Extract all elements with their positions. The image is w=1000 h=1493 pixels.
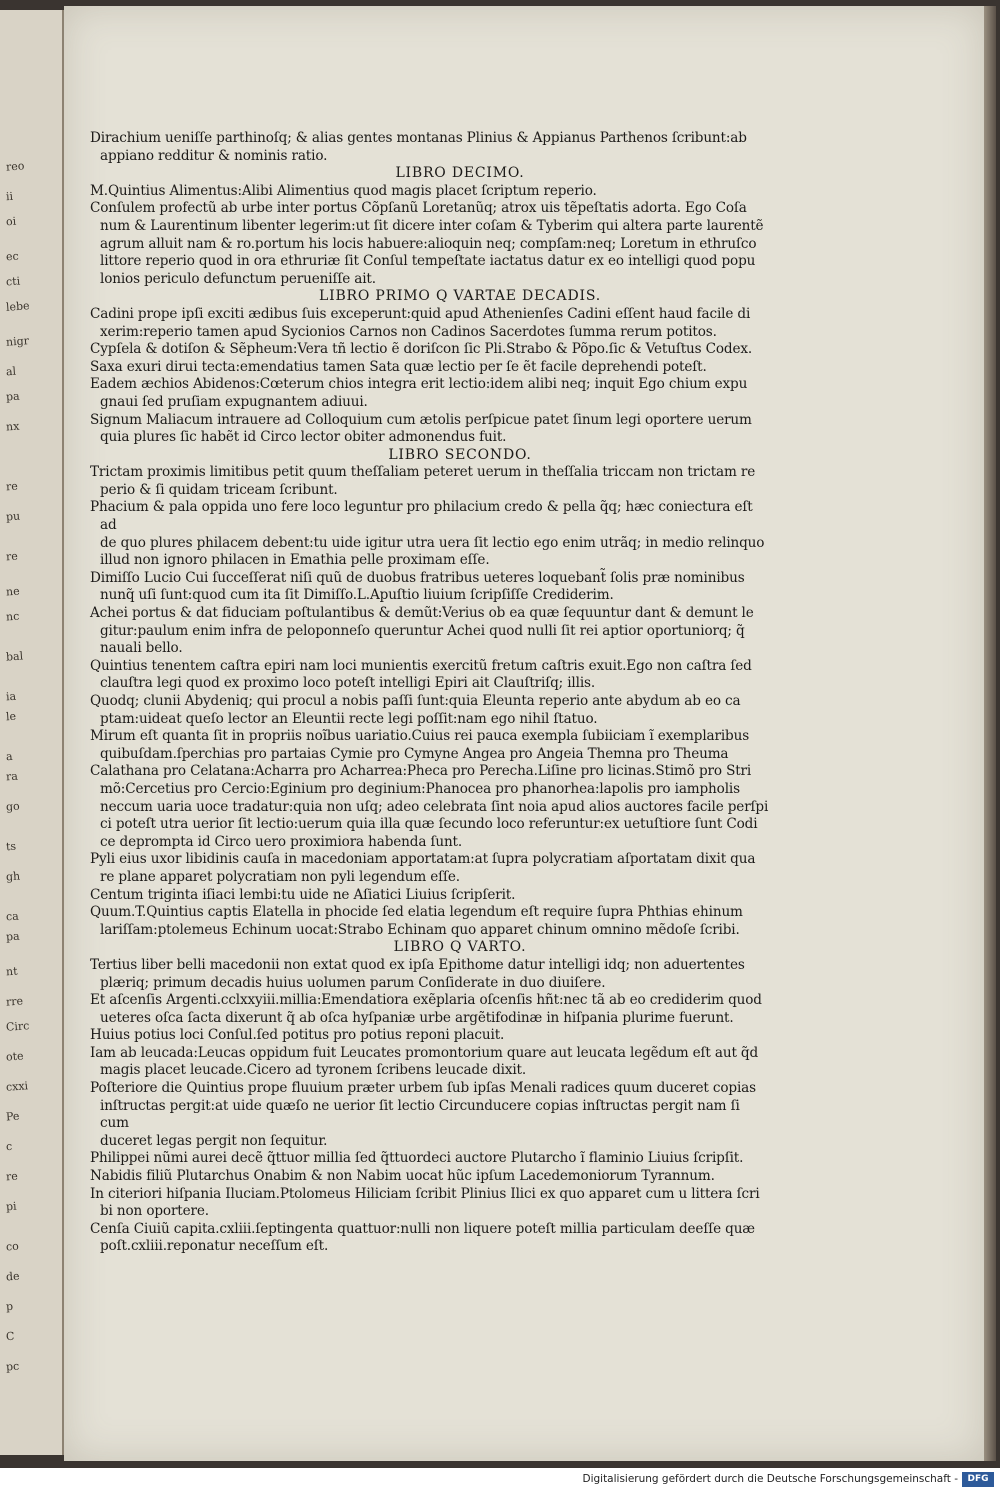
margin-fragment: pi (5, 1199, 18, 1214)
text-line: quibuſdam.ſperchias pro partaias Cymie pro Cymyne Angea pro Angeia Themna pro Theuma (100, 745, 729, 762)
text-line: littore reperio quod in ora ethruriæ ſit Conſul tempeſtate iactatus datur ex eo intelligi quod popu (100, 253, 756, 270)
text-line: plæriq; primum decadis huius uolumen parum Conſiderate in duo diuiſere. (100, 974, 606, 991)
text-line: bi non oportere. (100, 1203, 209, 1220)
margin-fragment: cti (5, 274, 21, 289)
text-line: ce deprompta id Circo uero proximiora habenda ſunt. (100, 833, 463, 850)
margin-fragment: ote (5, 1049, 24, 1064)
margin-fragment: co (5, 1239, 20, 1254)
text-line: Tertius liber belli macedonii non extat quod ex ipſa Epithome datur intelligi idq; non aduertentes (90, 956, 745, 973)
margin-fragment: nt (5, 964, 18, 979)
page-fore-edge (984, 6, 996, 1461)
text-line: de quo plures philacem debent:tu uide igitur utra uera ſit lectio ego enim utrãq; in medio relinquo (100, 534, 765, 551)
text-line: duceret legas pergit non ſequitur. (100, 1132, 328, 1149)
text-line: Cadini prope ipſi exciti ædibus ſuis exceperunt:quid apud Athenienſes Cadini eſſent haud facile di (90, 305, 751, 322)
margin-fragment: Circ (5, 1019, 30, 1034)
margin-fragment: ra (5, 769, 19, 784)
text-line: num & Laurentinum libenter legerim:ut ſit dicere inter coſam & Tyberim qui altera parte laurentẽ (100, 217, 764, 234)
margin-fragment: pa (5, 389, 21, 404)
text-line: Et aſcenſis Argenti.cclxxyiii.millia:Emendatiora exẽplaria oſcenſis hñt:nec tã ab eo crediderim quod (90, 992, 762, 1009)
text-line: ueteres oſca ſacta dixerunt q̃ ab oſca hyſpaniæ urbe argẽtifodinæ in hiſpania plurime fuerunt. (100, 1009, 734, 1026)
margin-fragment: c (5, 1139, 13, 1154)
funding-credit: Digitalisierung gefördert durch die Deutsche Forschungsgemeinschaft - (582, 1473, 958, 1485)
margin-fragment: re (5, 1169, 19, 1184)
text-line: perio & ſi quidam triceam ſcribunt. (100, 481, 338, 498)
text-line: Pyli eius uxor libidinis cauſa in macedoniam apportatam:at ſupra polycratiam aſportatam dixit qua (90, 851, 756, 868)
previous-page-margin-text (2, 10, 60, 1455)
text-line: appiano redditur & nominis ratio. (100, 147, 328, 164)
text-line: Eadem æchios Abidenos:Cœterum chios integra erit lectio:idem alibi neq; inquit Ego chium expu (90, 376, 748, 393)
margin-fragment: ne (5, 584, 21, 599)
margin-fragment: Pe (5, 1109, 20, 1124)
margin-fragment: C (5, 1329, 15, 1344)
text-line: gnaui ſed pruſiam expugnantem adiuui. (100, 393, 368, 410)
text-line: Philippei nũmi aurei decẽ q̃ttuor millia ſed q̃ttuordeci auctore Plutarcho ĩ flaminio Liuius ſcripſit. (90, 1150, 744, 1167)
margin-fragment: ec (5, 249, 20, 264)
text-line: poſt.cxliii.reponatur neceſſum eſt. (100, 1238, 329, 1255)
margin-fragment: nc (5, 609, 20, 624)
margin-fragment: oi (5, 214, 17, 229)
text-line: Conſulem profectũ ab urbe inter portus Cõpſanũ Loretanũq; atrox uis tẽpeſtatis adorta. Ego Coſa (90, 200, 747, 217)
margin-fragment: reo (5, 159, 25, 174)
book-page (64, 6, 984, 1461)
text-line: Phacium & pala oppida uno fere loco leguntur pro philacium credo & pella q̃q; hæc coniectura eſt ad (90, 499, 753, 534)
margin-fragment: al (5, 364, 17, 379)
margin-fragment: a (5, 749, 14, 764)
text-line: M.Quintius Alimentus:Alibi Alimentius quod magis placet ſcriptum reperio. (90, 182, 597, 199)
margin-fragment: ii (5, 189, 14, 204)
section-heading: LIBRO PRIMO Q VARTAE DECADIS. (319, 288, 601, 305)
text-line: mõ:Cercetius pro Cercio:Eginium pro deginium:Phanocea pro phanorhea:lapolis pro iampholis (100, 780, 740, 797)
text-line: Huius potius loci Conſul.ſed potitus pro potius reponi placuit. (90, 1027, 505, 1044)
text-line: Quodq; clunii Abydeniq; qui procul a nobis paſſi ſunt:quia Eleunta reperio ante abydum ab eo ca (90, 693, 741, 709)
text-line: agrum alluit nam & ro.portum his locis habuere:alioquin neq; compſam:neq; Loretum in ethruſco (100, 235, 757, 252)
text-line: Calathana pro Celatana:Acharra pro Acharrea:Pheca pro Perecha.Liſine pro licinas.Stimõ pro Stri (90, 763, 752, 780)
margin-fragment: nx (5, 419, 20, 434)
footer-bar (0, 1468, 1000, 1493)
text-line: In citeriori hiſpania Iluciam.Ptolomeus Hiliciam ſcribit Plinius Ilici ex quo apparet cum u littera ſcri (90, 1185, 760, 1202)
text-line: Iam ab leucada:Leucas oppidum fuit Leucates promontorium quare aut leucata legẽdum eſt aut q̃d (90, 1044, 759, 1061)
page-text (90, 130, 770, 1256)
text-line: quia plures ſic habẽt id Circo lector obiter admonendus fuit. (100, 429, 507, 446)
text-line: re plane apparet polycratiam non pyli legendum eſſe. (100, 868, 460, 885)
text-line: Mirum eſt quanta ſit in propriis noĩbus uariatio.Cuius rei pauca exempla ſubiiciam ĩ exemplaribus (90, 728, 750, 745)
text-line: Quintius tenentem caſtra epiri nam loci munientis exercitũ fretum caſtris exuit.Ego non caſtra ſed (90, 657, 752, 674)
text-line: clauſtra legi quod ex proximo loco poteſt intelligi Epiri ait Clauſtriſq; illis. (100, 675, 596, 692)
text-line: ci poteſt utra uerior ſit lectio:uerum quia illa quæ ſecundo loco referuntur:ex uetuſtiore ſunt Codi (100, 816, 758, 833)
margin-fragment: pc (5, 1359, 20, 1374)
margin-fragment: de (5, 1269, 20, 1284)
margin-fragment: ca (5, 909, 20, 924)
text-line: Nabidis filiũ Plutarchus Onabim & non Nabim uocat hũc ipſum Lacedemoniorum Tyrannum. (90, 1168, 715, 1185)
text-line: neccum uaria uoce tradatur:quia non uſq; adeo celebrata ſint noia apud alios auctores facile perſpi (100, 798, 769, 815)
text-line: nauali bello. (100, 640, 183, 657)
margin-fragment: ia (5, 689, 17, 704)
text-line: Dimiſſo Lucio Cui ſucceſſerat niſi quũ de duobus fratribus ueteres loquebant̃ ſolis præ nominibus (90, 569, 745, 586)
text-line: Signum Maliacum intrauere ad Colloquium cum ætolis perſpicue patet ſinum legi oportere uerum (90, 411, 752, 428)
margin-fragment: re (5, 549, 19, 564)
section-heading: LIBRO SECONDO. (388, 446, 532, 463)
margin-fragment: pa (5, 929, 21, 944)
margin-fragment: rre (5, 994, 24, 1009)
dfg-logo[interactable]: DFG (962, 1472, 994, 1487)
text-line: lonios periculo defunctum perueniſſe ait. (100, 270, 376, 287)
text-line: xerim:reperio tamen apud Sycionios Carnos non Cadinos Sacerdotes ſumma rerum potitos. (100, 323, 717, 340)
text-line: Dirachium ueniſſe parthinoſq; & alias gentes montanas Plinius & Appianus Parthenos ſcribunt:ab (90, 130, 747, 146)
margin-fragment: p (5, 1299, 14, 1314)
margin-fragment: bal (5, 649, 24, 664)
text-line: illud non ignoro philacen in Emathia pelle proximam eſſe. (100, 552, 490, 569)
section-heading: LIBRO DECIMO. (395, 165, 525, 182)
margin-fragment: re (5, 479, 19, 494)
text-line: Trictam proximis limitibus petit quum theſſaliam peteret uerum in theſſalia triccam non trictam re (90, 464, 756, 481)
text-line: Achei portus & dat fiduciam poſtulantibus & demũt:Verius ob ea quæ ſequuntur dant & demunt le (90, 605, 754, 622)
text-line: Poſteriore die Quintius prope fluuium præter urbem ſub ipſas Menali radices quum duceret copias (90, 1080, 756, 1097)
margin-fragment: go (5, 799, 21, 814)
margin-fragment: ts (5, 839, 17, 854)
previous-page-edge (0, 10, 64, 1455)
text-line: Saxa exuri dirui tecta:emendatius tamen Sata quæ lectio per ſe ẽt facile deprehendi poteſt. (90, 358, 707, 375)
text-line: gitur:paulum enim infra de peloponneſo queruntur Achei quod nulli ſit rei aptior oportuniorq; q̃ (100, 622, 745, 639)
margin-fragment: pu (5, 509, 21, 524)
text-line: inſtructas pergit:at uide quæſo ne uerior ſit lectio Circunducere copias inſtructas pergit nam ſi cum (100, 1097, 740, 1132)
text-line: magis placet leucade.Cicero ad tyronem ſcribens leucade dixit. (100, 1062, 527, 1079)
text-line: Cenſa Ciuiũ capita.cxliii.ſeptingenta quattuor:nulli non liquere poteſt millia particulam deeſſe quæ (90, 1220, 755, 1237)
text-line: nunq̃ uſi ſunt:quod cum ita ſit Dimiſſo.L.Apuſtio liuium ſcripſiſſe Crediderim. (100, 587, 614, 604)
text-line: Quum.T.Quintius captis Elatella in phocide ſed elatia legendum eſt require ſupra Phthias ehinum (90, 904, 743, 921)
margin-fragment: le (5, 709, 17, 724)
text-line: ptam:uideat queſo lector an Eleuntii recte legi poſſit:nam ego nihil ſtatuo. (100, 710, 598, 727)
text-line: Cypſela & dotiſon & Sẽpheum:Vera tñ lectio ẽ doriſcon ſic Pli.Strabo & Põpo.ſic & Vetuſtus Codex. (90, 341, 753, 358)
margin-fragment: lebe (5, 299, 31, 314)
margin-fragment: cxxi (5, 1079, 29, 1094)
text-line: lariſſam:ptolemeus Echinum uocat:Strabo Echinam quo apparet chinum omnino mẽdoſe ſcribi. (100, 921, 740, 938)
text-line: Centum triginta iſiaci lembi:tu uide ne Aſiatici Liuius ſcripſerit. (90, 886, 516, 903)
margin-fragment: gh (5, 869, 21, 884)
section-heading: LIBRO Q VARTO. (393, 939, 527, 956)
margin-fragment: nigr (5, 334, 30, 349)
